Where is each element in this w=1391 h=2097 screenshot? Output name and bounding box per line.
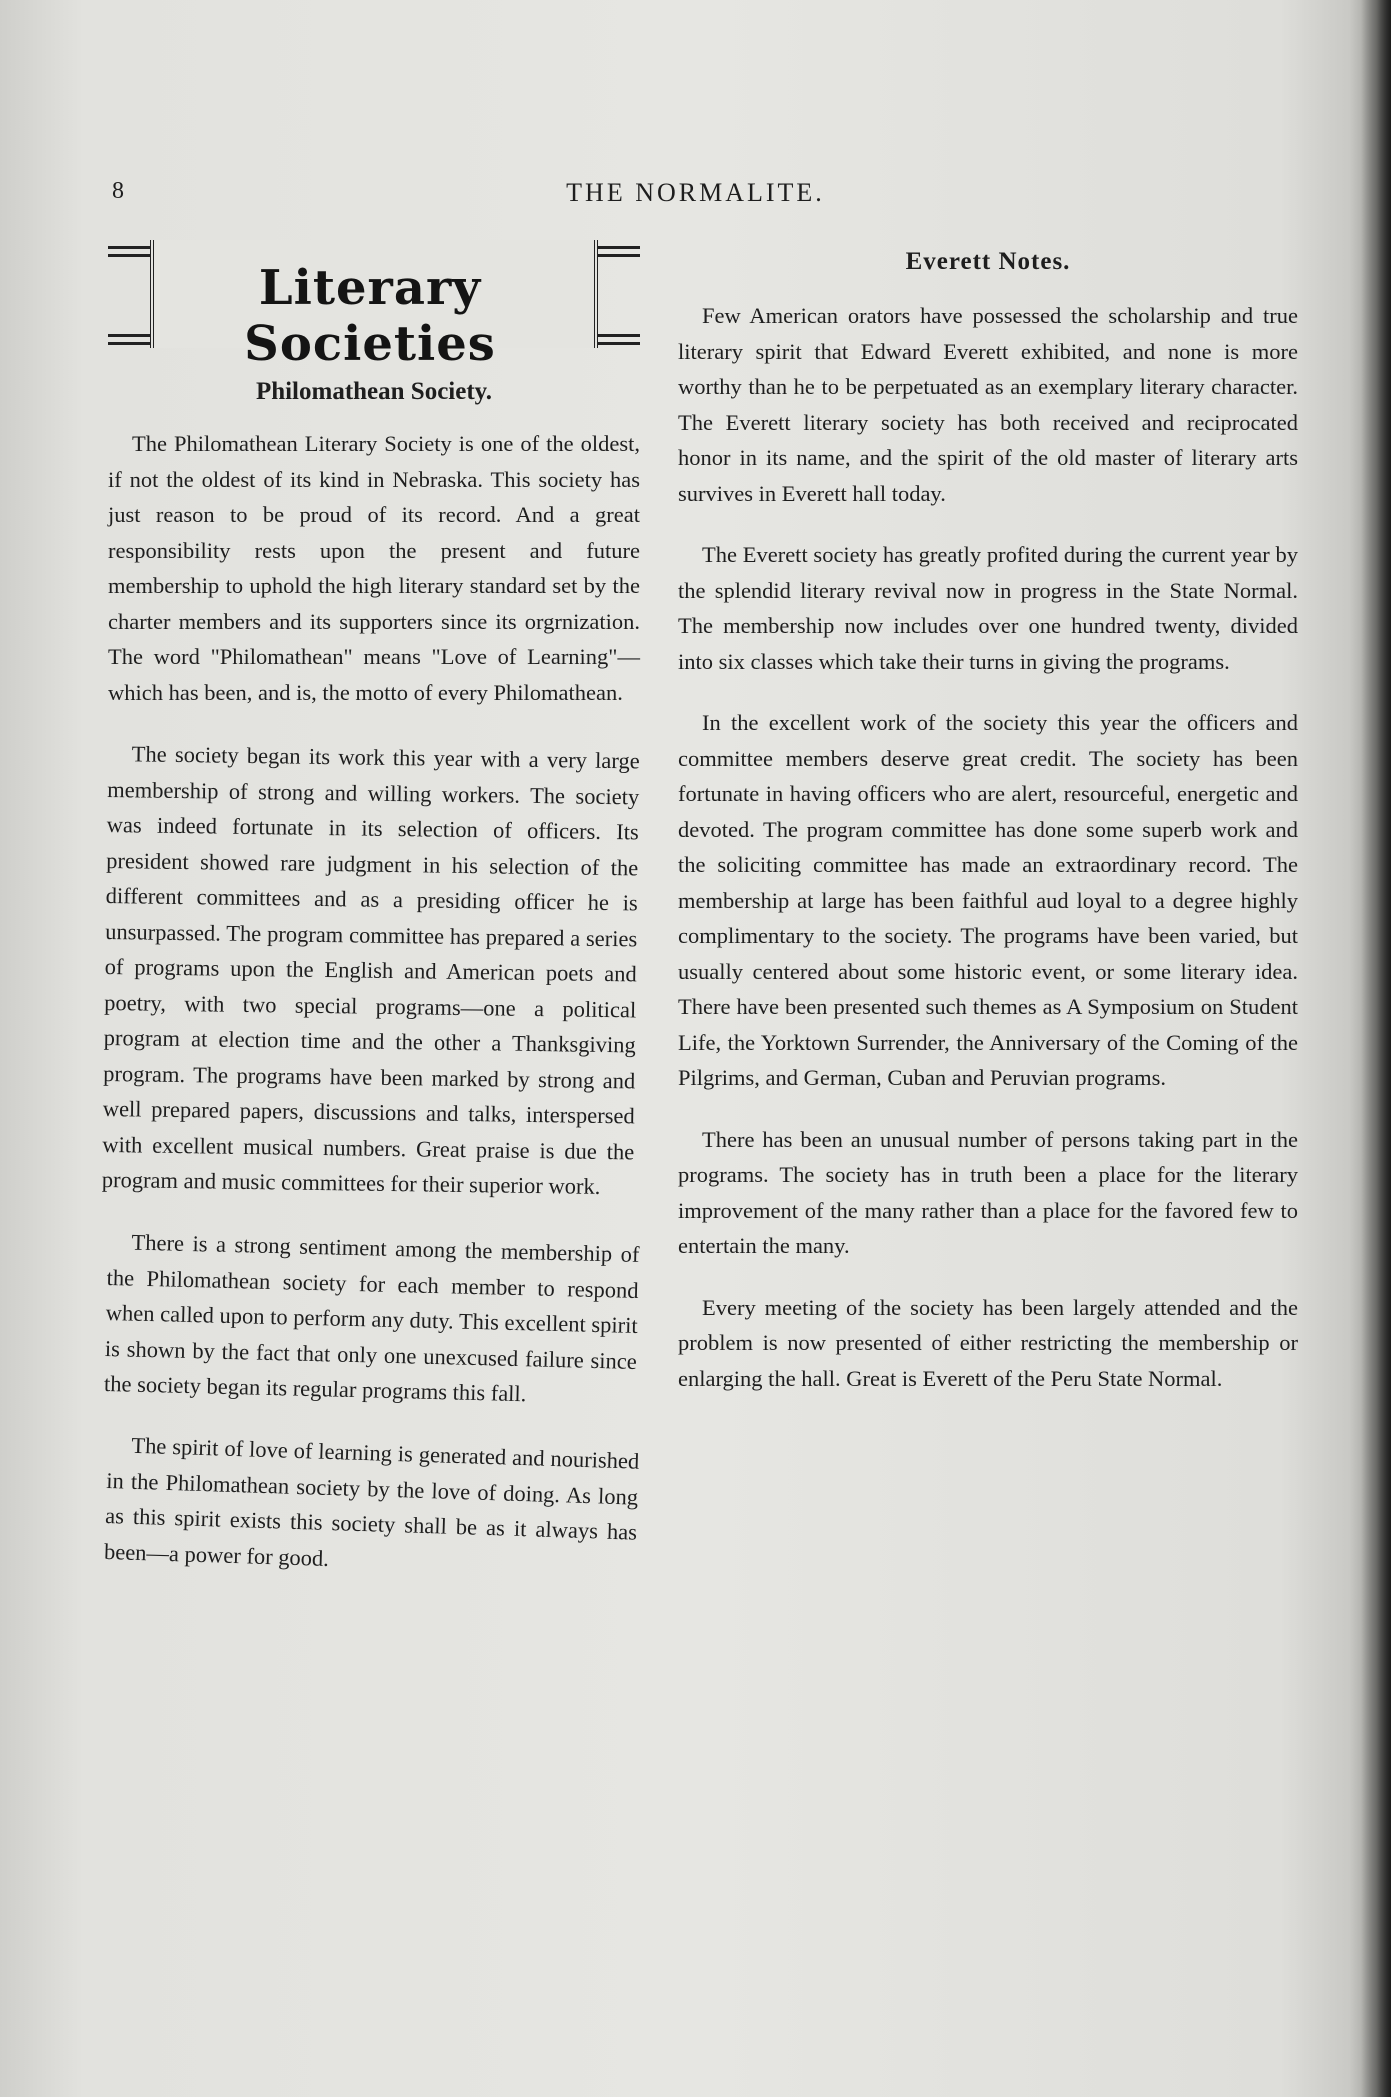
paragraph: There is a strong sentiment among the membership of the Philomathean society for each member to respond when called upon to perform any duty. This excellent spirit is shown by the fact that only one unexcused failure since the society began its regular programs this fall. <box>103 1229 640 1406</box>
left-column <box>101 240 640 1595</box>
right-column <box>678 248 1298 1422</box>
paragraph: Every meeting of the society has been largely attended and the problem is now presented of either restricting the membership or enlarging the hall. Great is Everett of the Peru State Normal. <box>678 1294 1298 1391</box>
page-number: 8 <box>112 178 124 204</box>
paragraph: The Everett society has greatly profited during the current year by the splendid literary revival now in progress in the State Normal. The membership now includes over one hundred twenty, divided into six classes which take their turns in giving the programs. <box>678 542 1298 674</box>
banner-title: Literary Societies <box>244 260 496 372</box>
paragraph: The society began its work this year with a very large membership of strong and willing workers. The society was indeed fortunate in its selection of officers. Its president showed rare judgment in his selection of the different committees and as a presiding officer he is unsurpassed. The program committee has prepared a series of programs upon the English and American poets and poetry, with two special programs—one a political program at election time and the other a Thanksgiving program. The programs have been marked by strong and well prepared papers, discussions and talks, interspersed with excellent musical numbers. Great praise is due the program and music committees for their superior work. <box>101 741 640 1199</box>
paragraph: The spirit of love of learning is generated and nourished in the Philomathean society by the love of doing. As long as this spirit exists this society shall be as it always has been—a power for good. <box>103 1432 640 1571</box>
paragraph: The Philomathean Literary Society is one of the oldest, if not the oldest of its kind in Nebraska. This society has just reason to be proud of its record. And a great responsibility rests upon the present and future membership to uphold the high literary standard set by the charter members and its supporters since its orgrnization. The word "Philomathean" means "Love of Learning"—which has been, and is, the motto of every Philomathean. <box>108 431 640 705</box>
running-title: THE NORMALITE. <box>566 178 825 207</box>
everett-heading: Everett Notes. <box>905 248 1071 275</box>
paragraph: In the excellent work of the society this year the officers and committee members deserve great credit. The society has been fortunate in having officers who are alert, resourceful, energetic and devoted. The program committee has done some superb work and the soliciting committee has made an extraordinary record. The membership at large has been faithful aud loyal to a degree highly complimentary to the society. The programs have been varied, but usually centered about some historic event, or some literary idea. There have been presented such themes as A Symposium on Student Life, the Yorktown Surrender, the Anniversary of the Coming of the Pilgrims, and German, Cuban and Peruvian programs. <box>678 710 1298 1090</box>
binding-gutter-shadow <box>1361 0 1391 2097</box>
philomathean-heading: Philomathean Society. <box>255 378 493 405</box>
section-banner <box>108 240 640 372</box>
paragraph: Few American orators have possessed the scholarship and true literary spirit that Edward Everett exhibited, and none is more worthy than he to be perpetuated as an exemplary literary character. The Everett literary society has both received and reciprocated honor in its name, and the spirit of the old master of literary arts survives in Everett hall today. <box>678 303 1298 506</box>
paragraph: There has been an unusual number of persons taking part in the programs. The society has in truth been a place for the literary improvement of the many rather than a place for the favored few to entertain the many. <box>678 1126 1298 1258</box>
